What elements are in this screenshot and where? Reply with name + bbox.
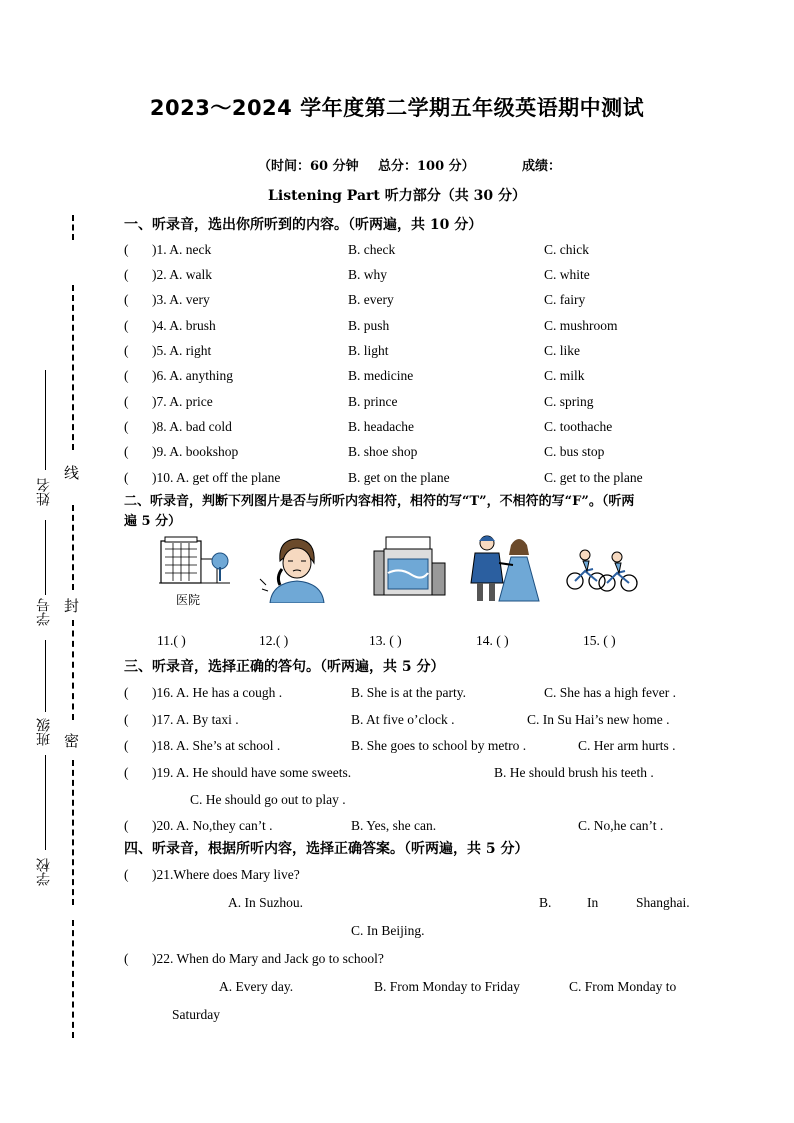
hospital-label: 医院 bbox=[176, 593, 201, 607]
answer-paren[interactable]: ( bbox=[124, 818, 129, 833]
q20-option-c: C. No,he can’t . bbox=[578, 818, 664, 833]
q22-option-c-cont: Saturday bbox=[172, 1007, 220, 1022]
answer-paren[interactable]: ( bbox=[124, 419, 129, 434]
name-label: 姓名 bbox=[36, 478, 52, 506]
answer-paren[interactable]: ( bbox=[124, 867, 129, 882]
q19-option-a: )19. A. He should have some sweets. bbox=[152, 765, 352, 780]
q22-option-c: C. From Monday to bbox=[569, 979, 677, 994]
q9-option-b: B. shoe shop bbox=[348, 444, 418, 459]
grade-label: 成绩： bbox=[522, 159, 562, 174]
q2-option-c: C. white bbox=[544, 267, 590, 282]
q20-option-b: B. Yes, she can. bbox=[351, 818, 437, 833]
q4-option-c: C. mushroom bbox=[544, 318, 618, 333]
q9-option-a: )9. A. bookshop bbox=[152, 444, 239, 459]
class-underline bbox=[45, 640, 46, 712]
q10-option-b: B. get on the plane bbox=[348, 470, 450, 485]
answer-paren[interactable]: ( bbox=[124, 394, 129, 409]
q16-option-b: B. She is at the party. bbox=[351, 685, 466, 700]
q19-option-c: C. He should go out to play . bbox=[190, 792, 346, 807]
answer-paren[interactable]: ( bbox=[124, 343, 129, 358]
q11-blank[interactable]: 11.( ) bbox=[157, 633, 186, 648]
q1-option-c: C. chick bbox=[544, 242, 589, 257]
q6-option-b: B. medicine bbox=[348, 368, 414, 383]
q2-option-a: )2. A. walk bbox=[152, 267, 212, 282]
binding-line bbox=[72, 285, 74, 450]
school-label: 学校 bbox=[36, 858, 52, 886]
time-info: （时间：60 分钟 bbox=[258, 159, 359, 174]
q8-option-a: )8. A. bad cold bbox=[152, 419, 232, 434]
q22-option-b: B. From Monday to Friday bbox=[374, 979, 520, 994]
q15-blank[interactable]: 15. ( ) bbox=[583, 633, 616, 648]
number-underline bbox=[45, 520, 46, 595]
answer-paren[interactable]: ( bbox=[124, 738, 129, 753]
student-number-label: 学号 bbox=[36, 598, 52, 626]
q6-option-c: C. milk bbox=[544, 368, 585, 383]
q21-option-c: C. In Beijing. bbox=[351, 923, 425, 938]
q18-option-c: C. Her arm hurts . bbox=[578, 738, 676, 753]
q3-option-c: C. fairy bbox=[544, 292, 586, 307]
binding-xian: 线 bbox=[64, 464, 80, 482]
q12-blank[interactable]: 12.( ) bbox=[259, 633, 289, 648]
q2-option-b: B. why bbox=[348, 267, 388, 282]
q3-option-a: )3. A. very bbox=[152, 292, 210, 307]
answer-paren[interactable]: ( bbox=[124, 292, 129, 307]
q17-option-c: C. In Su Hai’s new home . bbox=[527, 712, 670, 727]
q7-option-a: )7. A. price bbox=[152, 394, 213, 409]
q21-option-b-city: Shanghai. bbox=[636, 895, 690, 910]
q5-option-c: C. like bbox=[544, 343, 580, 358]
children-cycling-picture bbox=[565, 533, 640, 603]
q21-option-b-letter: B. bbox=[539, 895, 552, 910]
class-label: 班级 bbox=[36, 718, 52, 746]
binding-line bbox=[72, 620, 74, 720]
binding-line bbox=[72, 760, 74, 905]
q18-option-a: )18. A. She’s at school . bbox=[152, 738, 281, 753]
total-score: 总分：100 分） bbox=[378, 159, 475, 174]
q22-option-a: A. Every day. bbox=[219, 979, 294, 994]
section-2-heading-cont: 遍 5 分） bbox=[124, 514, 182, 529]
part-heading: Listening Part 听力部分（共 30 分） bbox=[268, 188, 526, 204]
q20-option-a: )20. A. No,they can’t . bbox=[152, 818, 273, 833]
q4-option-b: B. push bbox=[348, 318, 390, 333]
school-underline bbox=[45, 755, 46, 850]
name-underline bbox=[45, 370, 46, 470]
answer-paren[interactable]: ( bbox=[124, 765, 129, 780]
answer-paren[interactable]: ( bbox=[124, 444, 129, 459]
q8-option-b: B. headache bbox=[348, 419, 414, 434]
q16-option-c: C. She has a high fever . bbox=[544, 685, 676, 700]
prince-princess-picture bbox=[467, 533, 542, 603]
q19-option-b: B. He should brush his teeth . bbox=[494, 765, 654, 780]
answer-paren[interactable]: ( bbox=[124, 470, 129, 485]
section-3-heading: 三、听录音，选择正确的答句。（听两遍，共 5 分） bbox=[124, 659, 445, 675]
q16-option-a: )16. A. He has a cough . bbox=[152, 685, 283, 700]
answer-paren[interactable]: ( bbox=[124, 368, 129, 383]
q17-option-b: B. At five o’clock . bbox=[351, 712, 455, 727]
q7-option-c: C. spring bbox=[544, 394, 594, 409]
q1-option-b: B. check bbox=[348, 242, 396, 257]
q10-option-a: )10. A. get off the plane bbox=[152, 470, 281, 485]
q22-question: )22. When do Mary and Jack go to school? bbox=[152, 951, 384, 966]
q5-option-a: )5. A. right bbox=[152, 343, 212, 358]
section-1-heading: 一、听录音，选出你所听到的内容。（听两遍，共 10 分） bbox=[124, 217, 483, 233]
q6-option-a: )6. A. anything bbox=[152, 368, 233, 383]
girl-toothache-picture bbox=[258, 533, 333, 603]
q5-option-b: B. light bbox=[348, 343, 389, 358]
answer-paren[interactable]: ( bbox=[124, 685, 129, 700]
q9-option-c: C. bus stop bbox=[544, 444, 605, 459]
answer-paren[interactable]: ( bbox=[124, 267, 129, 282]
binding-line bbox=[72, 920, 74, 1038]
q21-question: )21.Where does Mary live? bbox=[152, 867, 300, 882]
q7-option-b: B. prince bbox=[348, 394, 398, 409]
answer-paren[interactable]: ( bbox=[124, 242, 129, 257]
answer-paren[interactable]: ( bbox=[124, 318, 129, 333]
q21-option-a: A. In Suzhou. bbox=[228, 895, 303, 910]
answer-paren[interactable]: ( bbox=[124, 712, 129, 727]
q4-option-a: )4. A. brush bbox=[152, 318, 216, 333]
page-title: 2023～2024 学年度第二学期五年级英语期中测试 bbox=[149, 96, 645, 120]
binding-mi: 密 bbox=[64, 732, 80, 750]
q8-option-c: C. toothache bbox=[544, 419, 613, 434]
q3-option-b: B. every bbox=[348, 292, 394, 307]
building-picture bbox=[372, 533, 447, 603]
binding-line bbox=[72, 215, 74, 240]
section-2-heading: 二、听录音，判断下列图片是否与所听内容相符，相符的写“T”，不相符的写“F”。（听两 bbox=[124, 494, 635, 509]
q13-blank[interactable]: 13. ( ) bbox=[369, 633, 402, 648]
section-4-heading: 四、听录音，根据所听内容，选择正确答案。（听两遍，共 5 分） bbox=[124, 841, 529, 857]
binding-feng: 封 bbox=[64, 597, 80, 615]
q1-option-a: )1. A. neck bbox=[152, 242, 212, 257]
answer-paren[interactable]: ( bbox=[124, 951, 129, 966]
q14-blank[interactable]: 14. ( ) bbox=[476, 633, 509, 648]
q10-option-c: C. get to the plane bbox=[544, 470, 643, 485]
binding-line bbox=[72, 505, 74, 590]
q17-option-a: )17. A. By taxi . bbox=[152, 712, 239, 727]
q21-option-b-in: In bbox=[587, 895, 599, 910]
q18-option-b: B. She goes to school by metro . bbox=[351, 738, 527, 753]
